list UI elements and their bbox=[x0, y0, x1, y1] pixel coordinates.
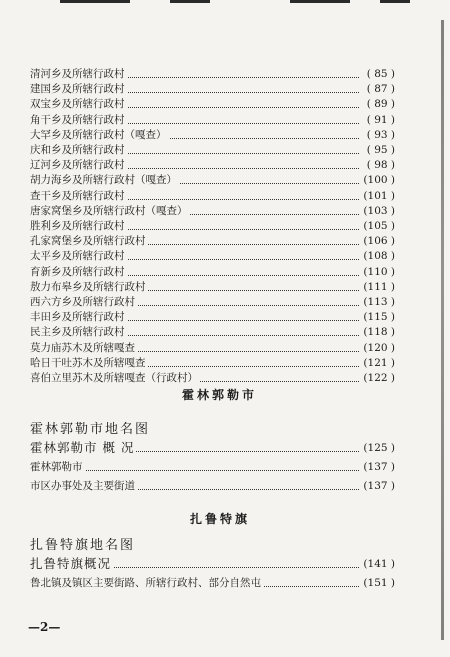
toc-entry-page: (106 ) bbox=[363, 235, 395, 248]
toc-entry-page: (105 ) bbox=[363, 220, 395, 232]
toc-entry bbox=[30, 188, 395, 204]
toc-entry bbox=[30, 172, 395, 188]
toc-entry-title: 建国乡及所辖行政村 bbox=[30, 83, 125, 96]
toc-entry-page: (115 ) bbox=[363, 311, 395, 324]
toc-entry-title: 查干乡及所辖行政村 bbox=[30, 189, 125, 202]
toc-entry-title: 霍林郭勒市 bbox=[30, 461, 83, 473]
toc-entry bbox=[30, 556, 395, 572]
toc-entry-page: (121 ) bbox=[363, 356, 395, 369]
toc-entry bbox=[30, 575, 395, 591]
scan-binding-edge bbox=[441, 20, 444, 640]
toc-entry-title: 清河乡及所辖行政村 bbox=[30, 68, 125, 80]
toc-entry bbox=[30, 81, 395, 97]
toc-entry-page: (103 ) bbox=[363, 204, 395, 217]
section-heading-huolinguole: 霍林郭勒市 bbox=[182, 388, 258, 402]
toc-entry bbox=[30, 324, 395, 340]
toc-entry-page: (113 ) bbox=[363, 296, 395, 308]
toc-entry-title: 喜伯立里苏木及所辖嘎查（行政村） bbox=[30, 372, 198, 384]
toc-entry-page: ( 87 ) bbox=[366, 83, 395, 96]
toc-entry-title: 辽河乡及所辖行政村 bbox=[30, 159, 125, 172]
toc-entry bbox=[30, 218, 395, 234]
toc-entry-page: ( 89 ) bbox=[366, 98, 395, 111]
toc-entry bbox=[30, 370, 395, 386]
toc-entry bbox=[30, 203, 395, 219]
toc-entry-title: 哈日干吐苏木及所辖嘎查 bbox=[30, 356, 146, 369]
toc-entry-title: 民主乡及所辖行政村 bbox=[30, 326, 125, 339]
toc-entry-title: 双宝乡及所辖行政村 bbox=[30, 98, 125, 111]
page-number: —2— bbox=[28, 620, 61, 634]
toc-entry bbox=[30, 309, 395, 325]
toc-entry-page: (101 ) bbox=[363, 189, 395, 202]
toc-entry-page: (108 ) bbox=[363, 250, 395, 263]
toc-entry-page: ( 98 ) bbox=[366, 159, 395, 172]
toc-entry-title: 胜利乡及所辖行政村 bbox=[30, 220, 125, 232]
toc-entry-title: 太平乡及所辖行政村 bbox=[30, 250, 125, 263]
toc-entry-title: 敖力布皋乡及所辖行政村 bbox=[30, 280, 146, 293]
toc-entry bbox=[30, 142, 395, 158]
toc-entry-page: ( 91 ) bbox=[366, 113, 395, 126]
toc-entry-title: 鲁北镇及镇区主要街路、所辖行政村、部分自然屯 bbox=[30, 577, 261, 589]
toc-entry-page: (141 ) bbox=[363, 558, 395, 570]
toc-entry-page: (122 ) bbox=[363, 372, 395, 384]
toc-entry-title: 霍林郭勒市 概 况 bbox=[30, 440, 135, 455]
toc-entry bbox=[30, 340, 395, 356]
toc-entry-title: 大罕乡及所辖行政村（嘎查） bbox=[30, 128, 167, 141]
scan-top-edge bbox=[20, 0, 440, 6]
toc-entry bbox=[30, 233, 395, 249]
toc-entry-title: 扎鲁特旗概况 bbox=[30, 556, 112, 571]
toc-entry-title: 胡力海乡及所辖行政村（嘎查） bbox=[30, 174, 177, 187]
section-heading-zhalute: 扎鲁特旗 bbox=[190, 512, 251, 526]
toc-entry-page: (110 ) bbox=[363, 265, 395, 278]
toc-entry bbox=[30, 478, 395, 494]
toc-entry bbox=[30, 66, 395, 82]
toc-entry-page: (120 ) bbox=[363, 341, 395, 354]
toc-entry-page: (125 ) bbox=[363, 442, 395, 454]
toc-entry-title: 孔家窝堡乡及所辖行政村 bbox=[30, 235, 146, 248]
toc-entry-title: 丰田乡及所辖行政村 bbox=[30, 311, 125, 324]
toc-entry-title: 角干乡及所辖行政村 bbox=[30, 113, 125, 126]
toc-entry bbox=[30, 459, 395, 475]
toc-entry-title: 市区办事处及主要街道 bbox=[30, 480, 135, 492]
toc-entry bbox=[30, 440, 395, 456]
map-title-zhalute: 扎鲁特旗地名图 bbox=[30, 538, 136, 553]
toc-entry bbox=[30, 279, 395, 295]
toc-entry bbox=[30, 294, 395, 310]
toc-entry bbox=[30, 264, 395, 280]
toc-entry-title: 育新乡及所辖行政村 bbox=[30, 265, 125, 278]
toc-entry bbox=[30, 96, 395, 112]
toc-entry-page: ( 95 ) bbox=[366, 144, 395, 156]
toc-entry-title: 庆和乡及所辖行政村 bbox=[30, 144, 125, 156]
toc-entry-title: 西六方乡及所辖行政村 bbox=[30, 296, 135, 308]
toc-entry-title: 唐家窝堡乡及所辖行政村（嘎查） bbox=[30, 204, 188, 217]
toc-entry bbox=[30, 112, 395, 128]
toc-entry bbox=[30, 248, 395, 264]
toc-entry-page: ( 93 ) bbox=[366, 128, 395, 141]
map-title-huolinguole: 霍林郭勒市地名图 bbox=[30, 422, 151, 437]
toc-entry-page: ( 85 ) bbox=[366, 68, 395, 80]
toc-entry-page: (118 ) bbox=[363, 326, 395, 339]
toc-entry-page: (151 ) bbox=[363, 577, 395, 589]
toc-entry-page: (100 ) bbox=[363, 174, 395, 187]
toc-entry bbox=[30, 127, 395, 143]
toc-entry bbox=[30, 157, 395, 173]
toc-entry-title: 莫力庙苏木及所辖嘎查 bbox=[30, 341, 135, 354]
toc-entry-page: (137 ) bbox=[363, 480, 395, 492]
toc-entry-page: (111 ) bbox=[363, 280, 395, 293]
toc-entry bbox=[30, 355, 395, 371]
toc-entry-page: (137 ) bbox=[363, 461, 395, 473]
